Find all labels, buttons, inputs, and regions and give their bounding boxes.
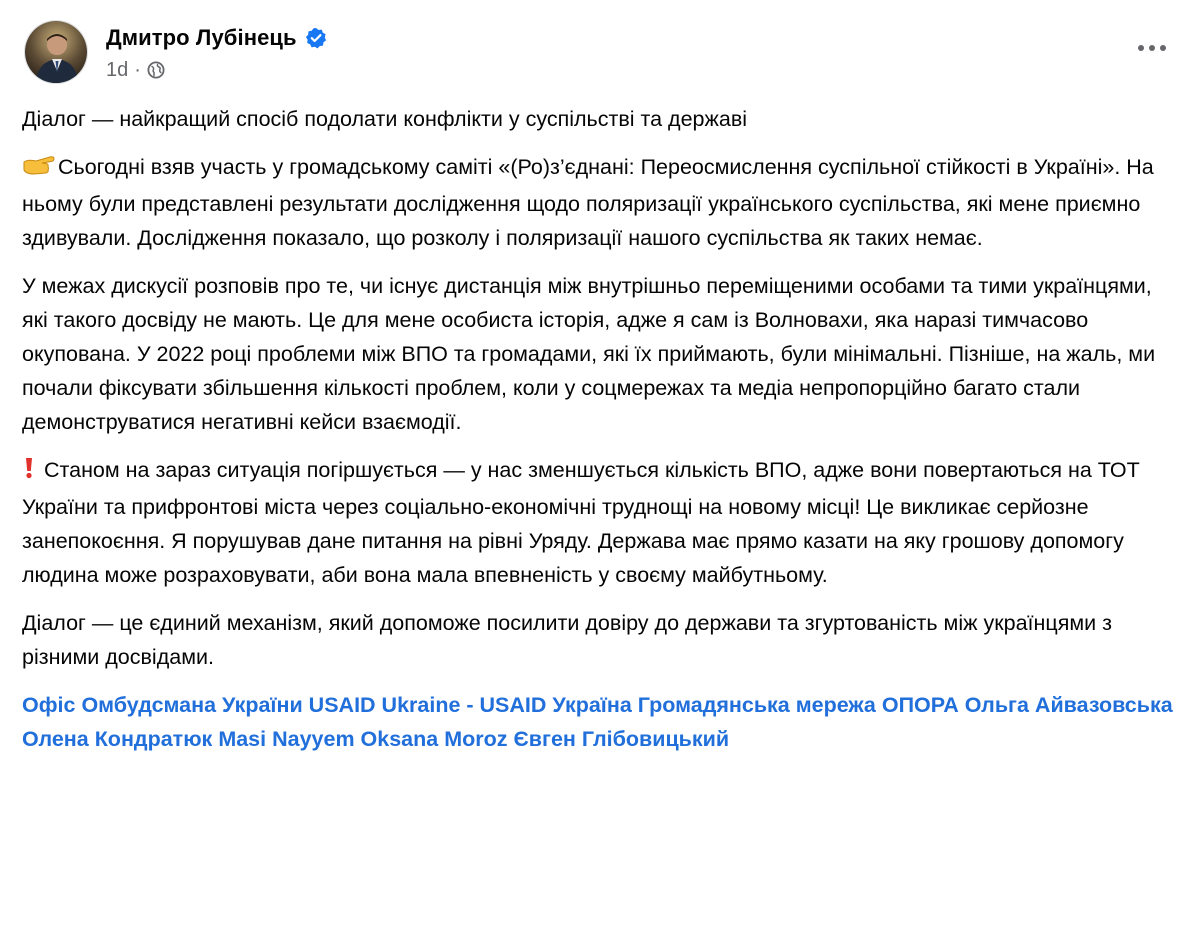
globe-icon[interactable] — [147, 61, 165, 79]
paragraph-2 — [22, 150, 1182, 255]
author-row — [106, 23, 327, 53]
tag-link[interactable]: USAID Ukraine - USAID Україна — [308, 693, 632, 717]
tag-link[interactable]: Громадянська мережа ОПОРА — [637, 693, 959, 717]
paragraph-1 — [22, 102, 1182, 136]
verified-badge-icon — [305, 27, 327, 49]
tag-link[interactable]: Ольга Айвазовська — [964, 693, 1173, 717]
paragraph-text: Діалог — найкращий спосіб подолати конфлікти у суспільстві та державі — [22, 107, 748, 131]
more-options-icon[interactable] — [1134, 30, 1170, 66]
tag-link[interactable]: Олена Кондратюк — [22, 727, 213, 751]
post-body — [22, 102, 1182, 770]
paragraph-text: Станом на зараз ситуація погіршується — у нас зменшується кількість ВПО, адже вони повертаються на ТОТ України та прифронтові міста через соціально-економічні труднощі на новому місці! Це викликає серйозне занепокоєння. Я порушував дане питання на рівні Уряду. Держава має прямо казати на яку грошову допомогу людина може розраховувати, аби вона мала впевненість у своєму майбутньому. — [22, 458, 1140, 587]
tag-link[interactable]: Офіс Омбудсмана України — [22, 693, 303, 717]
post-subline — [106, 59, 327, 82]
paragraph-text: Сьогодні взяв участь у громадському саміті «(Ро)з’єднані: Переосмислення суспільної стійкості в Україні». На ньому були представлені результати дослідження щодо поляризації українського суспільства, які мене приємно здивували. Дослідження показало, що розколу і поляризації нашого суспільства як таких немає. — [22, 155, 1154, 250]
tag-link[interactable]: Oksana Moroz — [360, 727, 508, 751]
paragraph-3 — [22, 269, 1182, 439]
post-meta — [106, 23, 327, 82]
tagged-pages — [22, 688, 1182, 756]
more-dot — [1149, 45, 1155, 51]
tag-link[interactable]: Masi Nayyem — [218, 727, 355, 751]
post-header — [24, 20, 327, 84]
paragraph-5 — [22, 606, 1182, 674]
author-name[interactable]: Дмитро Лубінець — [106, 24, 297, 50]
paragraph-text: У межах дискусії розповів про те, чи існує дистанція між внутрішньо переміщеними особами та тими українцями, які такого досвіду не мають. Це для мене особиста історія, адже я сам із Волновахи, яка наразі тимчасово окупована. У 2022 році проблеми між ВПО та громадами, які їх приймають, були мінімальні. Пізніше, на жаль, ми почали фіксувати збільшення кількості проблем, коли у соцмережах та медіа непропорційно багато стали демонструватися негативні кейси взаємодії. — [22, 274, 1156, 434]
more-dot — [1138, 45, 1144, 51]
paragraph-4 — [22, 453, 1182, 592]
pointing-hand-icon — [22, 153, 56, 187]
post-timestamp[interactable]: 1d — [106, 58, 129, 81]
avatar-photo — [25, 21, 88, 84]
author-avatar[interactable] — [24, 20, 88, 84]
paragraph-text: Діалог — це єдиний механізм, який допоможе посилити довіру до держави та згуртованість між українцями з різними досвідами. — [22, 611, 1112, 669]
exclamation-icon — [22, 456, 36, 490]
more-dot — [1160, 45, 1166, 51]
separator-dot: · — [134, 58, 141, 81]
tag-link[interactable]: Євген Глібовицький — [513, 727, 730, 751]
